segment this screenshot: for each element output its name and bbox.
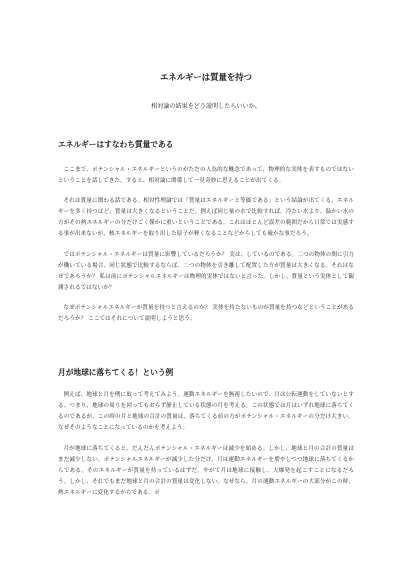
paragraph: 月が地球に落ちてくると、だんだんポテンシャル・エネルギーは減少を始める。しかし、地球と月の合計の質量はまだ減少しない。ポテンシャルエネルギーが減少した分だけ、月は運動エネルギーを増やしつつ地球に落ちてくるからである。そのエネルギーが質量を持っているはずだ。やがて月は地球に接触し、大爆発を起こすことになるだろう。しかし、それでもまだ地球と月の合計の質量は変化しない。なぜなら、月の運動エネルギーの大部分がこの時、熱エネルギーに変化するからである。ポ	[58, 445, 354, 496]
document-subtitle: 相対論の結果をどう説明したらいいか。	[151, 103, 261, 110]
section-body-moon-falls	[58, 390, 354, 499]
paragraph: なぜポテンシャルエネルギーが質量を持つと言えるのか？ 実体を持たないものが質量を持つなどということがあるだろうか？ ここではそれについて説明しようと思う。	[58, 304, 354, 323]
section-body-energy-is-mass	[58, 165, 354, 325]
document-title: エネルギーは質量を持つ	[159, 72, 253, 82]
paragraph: ここまで、ポテンシャル・エネルギーというのがただの人為的な概念であって、物理的な実体を表すものではないということを話してきた。すると、相対論に関係して一見奇妙に思えることが出てくる。	[58, 167, 354, 185]
section-heading-energy-is-mass: エネルギーはすなわち質量である	[58, 140, 174, 149]
section-heading-moon-falls: 月が地球に落ちてくる！という例	[58, 368, 174, 378]
paragraph: それは質量に関わる話である。相対性理論では「質量はエネルギーと等価である」という結論が出てくる。エネルギーを多く持つほど、質量は大きくなるということだ。例えば同じ量の水で比較すれば、冷たい水より、温かい水の方がその熱エネルギーの分だけごく僅かに重いということである。これはほとんど誤差の範囲だから日常では実感する事が出来ないが、核エネルギーを取り出した原子が軽くなることなどからしても確かな事だろう。	[58, 198, 354, 238]
paragraph: ではポテンシャル・エネルギーは質量に影響しているだろうか？ 実は、しているのである。二つの物体の間に引力が働いている場合、同じ状態で比較するならば、二つの物体を引き離して配置した方が質量は大きくなる。それはなぜであろうか？ 私は前にポテンシャルエネルギーは物理的実体ではないと言った。しかし、質量という実体として観測されるではないか？	[58, 251, 354, 291]
paragraph: 例えば、地球と月を例に取って考えてみよう。運動エネルギーを無視したいので、月は公転運動をしていないとする。つまり、地球の周りを回ってもおらず静止している状態の月を考える。この状態では月はいずれ地球に落ちてくるのであるが、この時の月と地球の合計の質量は、落ちてくる前の方がポテンシャル・エネルギーの分だけ大きい。なぜそのようなことになっているのかを考えよう。	[58, 392, 354, 432]
